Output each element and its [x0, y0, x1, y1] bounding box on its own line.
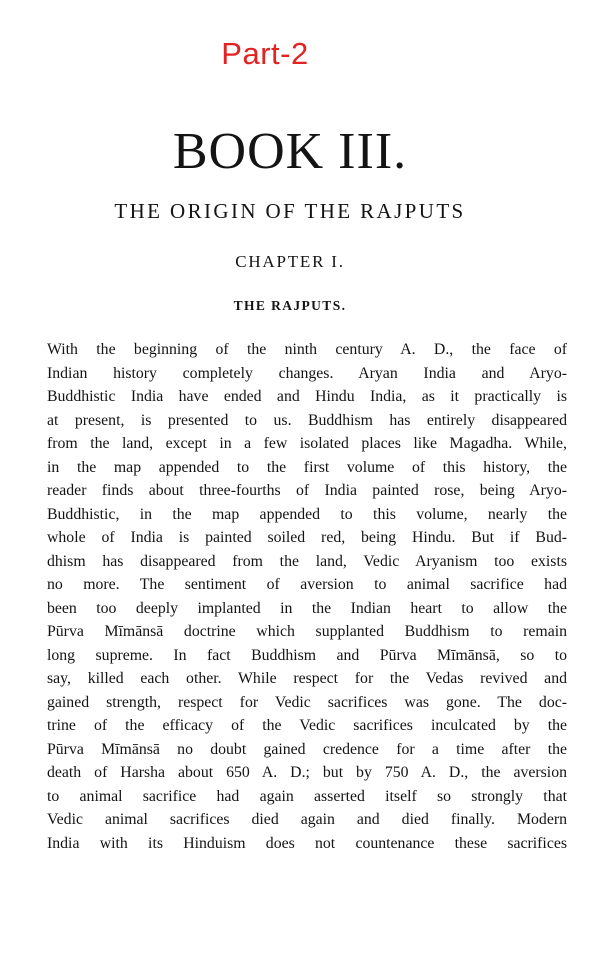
text-line: Indian history completely changes. Aryan India and Aryo- [47, 364, 567, 382]
text-line: at present, is presented to us. Buddhism has entirely disappeared [47, 411, 567, 429]
text-line: Pūrva Mīmānsā no doubt gained credence for a time after the [47, 740, 567, 758]
text-line: to animal sacrifice had again asserted itself so strongly that [47, 787, 567, 805]
text-line: Pūrva Mīmānsā doctrine which supplanted Buddhism to remain [47, 623, 567, 640]
body-paragraph [47, 338, 567, 855]
section-title: THE RAJPUTS. [233, 298, 347, 313]
text-line: reader finds about three-fourths of India painted rose, being Aryo- [47, 482, 567, 499]
text-line: gained strength, respect for Vedic sacrifices was gone. The doc- [47, 693, 567, 711]
text-line: whole of India is painted soiled red, being Hindu. But if Bud- [47, 529, 567, 546]
text-line: no more. The sentiment of aversion to animal sacrifice had [47, 576, 567, 593]
book-subtitle: THE ORIGIN OF THE RAJPUTS [114, 199, 466, 223]
text-line: say, killed each other. While respect for the Vedas revived and [47, 670, 567, 687]
book-title: BOOK III. [172, 123, 408, 180]
text-line: from the land, except in a few isolated places like Magadha. While, [47, 435, 567, 452]
text-line: Buddhistic India have ended and Hindu India, as it practically is [47, 388, 567, 405]
text-line: Buddhistic, in the map appended to this volume, nearly the [47, 505, 567, 523]
text-line: been too deeply implanted in the Indian heart to allow the [47, 599, 567, 617]
text-line: Vedic animal sacrifices died again and died finally. Modern [47, 811, 567, 828]
text-line: death of Harsha about 650 A. D.; but by 750 A. D., the aversion [47, 764, 567, 781]
part-label: Part-2 [221, 36, 309, 71]
text-line: trine of the efficacy of the Vedic sacrifices inculcated by the [47, 717, 567, 734]
text-line: dhism has disappeared from the land, Vedic Aryanism too exists [47, 552, 567, 570]
text-line: India with its Hinduism does not countenance these sacrifices [47, 834, 567, 852]
chapter-heading: CHAPTER I. [235, 252, 345, 271]
text-line: in the map appended to the first volume of this history, the [47, 458, 567, 476]
text-line: With the beginning of the ninth century A. D., the face of [47, 341, 567, 358]
text-line: long supreme. In fact Buddhism and Pūrva Mīmānsā, so to [47, 646, 567, 664]
